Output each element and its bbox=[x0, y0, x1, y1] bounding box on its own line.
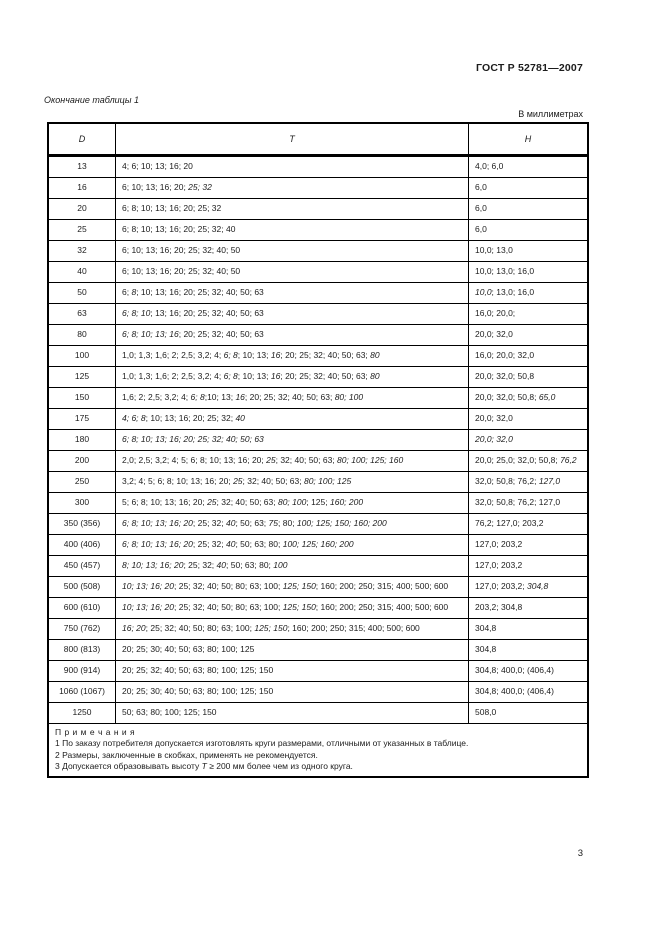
table-row bbox=[48, 262, 588, 283]
cell-d: 13 bbox=[48, 156, 116, 178]
cell-t: 6; 8; 10; 13; 16; 20; 25; 32; 40; 50; 63; 75; 80; 100; 125; 150; 160; 200 bbox=[116, 514, 469, 535]
notes-list bbox=[55, 738, 581, 772]
table-row bbox=[48, 409, 588, 430]
cell-h: 127,0; 203,2; 304,8 bbox=[469, 577, 589, 598]
cell-h: 20,0; 25,0; 32,0; 50,8; 76,2 bbox=[469, 451, 589, 472]
table-row bbox=[48, 451, 588, 472]
page-number: 3 bbox=[577, 848, 583, 859]
cell-d: 63 bbox=[48, 304, 116, 325]
table-caption: Окончание таблицы 1 bbox=[44, 95, 139, 105]
table-row bbox=[48, 367, 588, 388]
cell-t: 4; 6; 10; 13; 16; 20 bbox=[116, 156, 469, 178]
table-row bbox=[48, 598, 588, 619]
table-row bbox=[48, 346, 588, 367]
cell-h: 6,0 bbox=[469, 220, 589, 241]
cell-h: 304,8 bbox=[469, 619, 589, 640]
table-row bbox=[48, 283, 588, 304]
cell-t: 10; 13; 16; 20; 25; 32; 40; 50; 80; 63; 100; 125; 150; 160; 200; 250; 315; 400; 500; 600 bbox=[116, 577, 469, 598]
table-body bbox=[48, 156, 588, 724]
column-header-h: H bbox=[469, 123, 589, 156]
cell-d: 1060 (1067) bbox=[48, 682, 116, 703]
cell-t: 6; 10; 13; 16; 20; 25; 32; 40; 50 bbox=[116, 241, 469, 262]
cell-h: 20,0; 32,0 bbox=[469, 325, 589, 346]
cell-d: 50 bbox=[48, 283, 116, 304]
table-row bbox=[48, 661, 588, 682]
table-row bbox=[48, 178, 588, 199]
cell-h: 304,8; 400,0; (406,4) bbox=[469, 682, 589, 703]
cell-d: 300 bbox=[48, 493, 116, 514]
cell-t: 6; 8; 10; 13; 16; 20; 25; 32 bbox=[116, 199, 469, 220]
note-item: 2 Размеры, заключенные в скобках, применять не рекомендуется. bbox=[55, 749, 318, 760]
note-item: 3 Допускается образовывать высоту T ≥ 200 мм более чем из одного круга. bbox=[55, 761, 353, 772]
table-row bbox=[48, 703, 588, 724]
cell-d: 1250 bbox=[48, 703, 116, 724]
table-row bbox=[48, 325, 588, 346]
cell-d: 175 bbox=[48, 409, 116, 430]
cell-d: 16 bbox=[48, 178, 116, 199]
cell-h: 20,0; 32,0 bbox=[469, 430, 589, 451]
cell-h: 10,0; 13,0; 16,0 bbox=[469, 262, 589, 283]
table-header bbox=[48, 123, 588, 156]
cell-t: 6; 10; 13; 16; 20; 25; 32; 40; 50 bbox=[116, 262, 469, 283]
cell-t: 20; 25; 30; 40; 50; 63; 80; 100; 125; 150 bbox=[116, 682, 469, 703]
cell-h: 304,8; 400,0; (406,4) bbox=[469, 661, 589, 682]
cell-t: 5; 6; 8; 10; 13; 16; 20; 25; 32; 40; 50; 63; 80; 100; 125; 160; 200 bbox=[116, 493, 469, 514]
table-row bbox=[48, 388, 588, 409]
cell-d: 100 bbox=[48, 346, 116, 367]
cell-h: 10,0; 13,0; 16,0 bbox=[469, 283, 589, 304]
cell-h: 508,0 bbox=[469, 703, 589, 724]
cell-h: 32,0; 50,8; 76,2; 127,0 bbox=[469, 472, 589, 493]
table-row bbox=[48, 241, 588, 262]
cell-d: 150 bbox=[48, 388, 116, 409]
table-row bbox=[48, 640, 588, 661]
cell-t: 6; 8; 10; 13; 16; 20; 25; 32; 40; 50; 63 bbox=[116, 325, 469, 346]
cell-t: 6; 8; 10; 13; 16; 20; 25; 32; 40 bbox=[116, 220, 469, 241]
cell-h: 6,0 bbox=[469, 199, 589, 220]
cell-t: 6; 8; 10; 13; 16; 20; 25; 32; 40; 50; 63 bbox=[116, 304, 469, 325]
cell-t: 1,6; 2; 2,5; 3,2; 4; 6; 8;10; 13; 16; 20; 25; 32; 40; 50; 63; 80; 100 bbox=[116, 388, 469, 409]
table-row bbox=[48, 430, 588, 451]
table-row bbox=[48, 514, 588, 535]
table-row bbox=[48, 493, 588, 514]
cell-d: 450 (457) bbox=[48, 556, 116, 577]
column-header-t: T bbox=[116, 123, 469, 156]
notes-cell bbox=[48, 724, 588, 777]
cell-t: 6; 8; 10; 13; 16; 20; 25; 32; 40; 50; 63; 80; 100; 125; 160; 200 bbox=[116, 535, 469, 556]
cell-t: 4; 6; 8; 10; 13; 16; 20; 25; 32; 40 bbox=[116, 409, 469, 430]
cell-d: 32 bbox=[48, 241, 116, 262]
cell-t: 16; 20; 25; 32; 40; 50; 80; 63; 100; 125; 150; 160; 200; 250; 315; 400; 500; 600 bbox=[116, 619, 469, 640]
cell-t: 10; 13; 16; 20; 25; 32; 40; 50; 80; 63; 100; 125; 150; 160; 200; 250; 315; 400; 500; 600 bbox=[116, 598, 469, 619]
notes-body bbox=[48, 724, 588, 777]
cell-t: 1,0; 1,3; 1,6; 2; 2,5; 3,2; 4; 6; 8; 10; 13; 16; 20; 25; 32; 40; 50; 63; 80 bbox=[116, 367, 469, 388]
cell-t: 50; 63; 80; 100; 125; 150 bbox=[116, 703, 469, 724]
table-row bbox=[48, 577, 588, 598]
dimensions-table-wrap bbox=[47, 122, 583, 778]
cell-t: 3,2; 4; 5; 6; 8; 10; 13; 16; 20; 25; 32; 40; 50; 63; 80; 100; 125 bbox=[116, 472, 469, 493]
table-row bbox=[48, 472, 588, 493]
cell-d: 750 (762) bbox=[48, 619, 116, 640]
notes-row bbox=[48, 724, 588, 777]
cell-h: 203,2; 304,8 bbox=[469, 598, 589, 619]
table-row bbox=[48, 220, 588, 241]
table-row bbox=[48, 619, 588, 640]
cell-t: 8; 10; 13; 16; 20; 25; 32; 40; 50; 63; 80; 100 bbox=[116, 556, 469, 577]
notes-title: П р и м е ч а н и я bbox=[55, 727, 136, 737]
cell-d: 500 (508) bbox=[48, 577, 116, 598]
cell-h: 127,0; 203,2 bbox=[469, 535, 589, 556]
cell-h: 76,2; 127,0; 203,2 bbox=[469, 514, 589, 535]
cell-d: 25 bbox=[48, 220, 116, 241]
cell-t: 6; 8; 10; 13; 16; 20; 25; 32; 40; 50; 63 bbox=[116, 283, 469, 304]
header-row bbox=[48, 123, 588, 156]
cell-d: 125 bbox=[48, 367, 116, 388]
cell-h: 32,0; 50,8; 76,2; 127,0 bbox=[469, 493, 589, 514]
column-header-d: D bbox=[48, 123, 116, 156]
note-item: 1 По заказу потребителя допускается изготовлять круги размерами, отличными от указанных в таблице. bbox=[55, 738, 469, 749]
cell-d: 200 bbox=[48, 451, 116, 472]
table-row bbox=[48, 682, 588, 703]
cell-h: 20,0; 32,0; 50,8 bbox=[469, 367, 589, 388]
cell-h: 6,0 bbox=[469, 178, 589, 199]
cell-d: 600 (610) bbox=[48, 598, 116, 619]
table-row bbox=[48, 199, 588, 220]
cell-t: 2,0; 2,5; 3,2; 4; 5; 6; 8; 10; 13; 16; 20; 25; 32; 40; 50; 63; 80; 100; 125; 160 bbox=[116, 451, 469, 472]
cell-h: 20,0; 32,0; 50,8; 65,0 bbox=[469, 388, 589, 409]
cell-d: 80 bbox=[48, 325, 116, 346]
cell-d: 180 bbox=[48, 430, 116, 451]
cell-h: 4,0; 6,0 bbox=[469, 156, 589, 178]
cell-t: 20; 25; 30; 40; 50; 63; 80; 100; 125 bbox=[116, 640, 469, 661]
table-row bbox=[48, 535, 588, 556]
dimensions-table bbox=[47, 122, 589, 778]
table-row bbox=[48, 556, 588, 577]
cell-h: 20,0; 32,0 bbox=[469, 409, 589, 430]
cell-d: 800 (813) bbox=[48, 640, 116, 661]
cell-h: 16,0; 20,0; 32,0 bbox=[469, 346, 589, 367]
units-label: В миллиметрах bbox=[518, 109, 583, 119]
cell-d: 250 bbox=[48, 472, 116, 493]
cell-h: 304,8 bbox=[469, 640, 589, 661]
cell-t: 1,0; 1,3; 1,6; 2; 2,5; 3,2; 4; 6; 8; 10; 13; 16; 20; 25; 32; 40; 50; 63; 80 bbox=[116, 346, 469, 367]
cell-d: 20 bbox=[48, 199, 116, 220]
cell-h: 16,0; 20,0; bbox=[469, 304, 589, 325]
cell-d: 900 (914) bbox=[48, 661, 116, 682]
cell-h: 127,0; 203,2 bbox=[469, 556, 589, 577]
cell-d: 350 (356) bbox=[48, 514, 116, 535]
cell-t: 6; 8; 10; 13; 16; 20; 25; 32; 40; 50; 63 bbox=[116, 430, 469, 451]
cell-h: 10,0; 13,0 bbox=[469, 241, 589, 262]
cell-d: 400 (406) bbox=[48, 535, 116, 556]
table-row bbox=[48, 304, 588, 325]
doc-number: ГОСТ Р 52781—2007 bbox=[475, 62, 583, 74]
cell-t: 20; 25; 32; 40; 50; 63; 80; 100; 125; 150 bbox=[116, 661, 469, 682]
cell-t: 6; 10; 13; 16; 20; 25; 32 bbox=[116, 178, 469, 199]
table-row bbox=[48, 156, 588, 178]
cell-d: 40 bbox=[48, 262, 116, 283]
